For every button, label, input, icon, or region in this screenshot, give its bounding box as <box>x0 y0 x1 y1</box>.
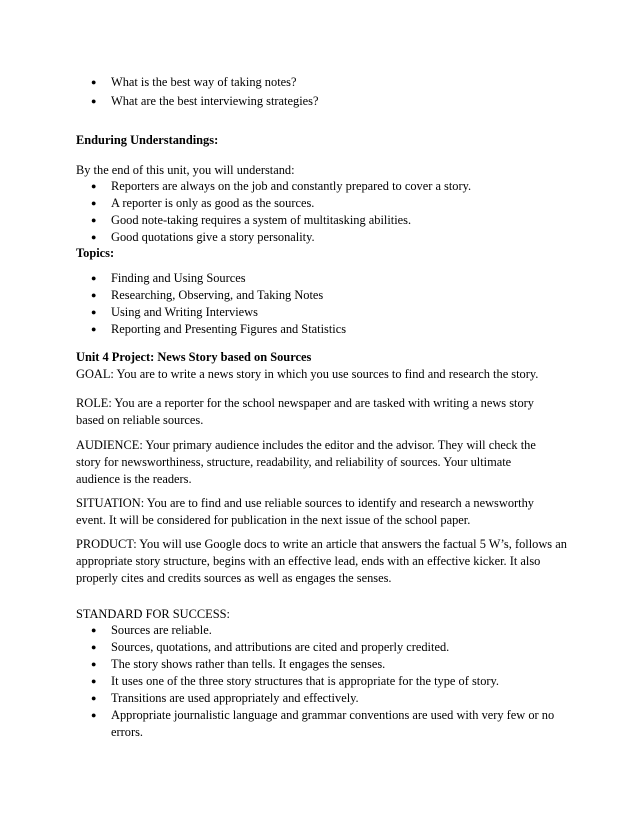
bullet-icon: ● <box>91 232 97 242</box>
list-item: ● Finding and Using Sources <box>91 271 246 285</box>
list-item: ● What is the best way of taking notes? <box>91 75 297 89</box>
list-item: ● Sources, quotations, and attributions are cited and properly credited. <box>91 640 450 654</box>
bullet-icon: ● <box>91 198 97 208</box>
list-item: ● Reporters are always on the job and constantly prepared to cover a story. <box>91 179 472 193</box>
list-item: ● A reporter is only as good as the sources. <box>91 196 315 210</box>
bullet-icon: ● <box>91 625 97 635</box>
enduring-list <box>76 178 576 246</box>
bullet-icon: ● <box>91 693 97 703</box>
enduring-intro: By the end of this unit, you will understand: <box>76 163 295 177</box>
list-item: ● It uses one of the three story structures that is appropriate for the type of story. <box>91 674 500 688</box>
bullet-icon: ● <box>91 324 97 334</box>
topics-heading: Topics: <box>76 246 115 260</box>
bullet-icon: ● <box>91 710 97 720</box>
goal-paragraph: GOAL: You are to write a news story in which you use sources to find and research the story. <box>76 367 539 381</box>
standard-heading: STANDARD FOR SUCCESS: <box>76 607 230 621</box>
list-item: ● Good quotations give a story personality. <box>91 230 315 244</box>
questions-list <box>76 74 576 110</box>
bullet-icon: ● <box>91 659 97 669</box>
topics-list <box>76 270 576 338</box>
bullet-icon: ● <box>91 307 97 317</box>
bullet-icon: ● <box>91 290 97 300</box>
list-item: ● Sources are reliable. <box>91 623 212 637</box>
role-paragraph: ROLE: You are a reporter for the school newspaper and are tasked with writing a news story based on reliable sources. <box>76 396 534 427</box>
bullet-icon: ● <box>91 676 97 686</box>
situation-paragraph: SITUATION: You are to find and use reliable sources to identify and research a newsworthy event. It will be considered for publication in the next issue of the school paper. <box>76 496 534 527</box>
list-item: ● Reporting and Presenting Figures and Statistics <box>91 322 347 336</box>
bullet-icon: ● <box>91 273 97 283</box>
bullet-icon: ● <box>91 96 97 106</box>
product-paragraph: PRODUCT: You will use Google docs to write an article that answers the factual 5 W’s, follows an appropriate story structure, begins with an effective lead, ends with an effective kicker. It also properly cites and credits sources as well as engages the senses. <box>76 537 567 585</box>
bullet-icon: ● <box>91 77 97 87</box>
list-item: ● Using and Writing Interviews <box>91 305 258 319</box>
enduring-heading: Enduring Understandings: <box>76 133 219 147</box>
list-item: ● Researching, Observing, and Taking Notes <box>91 288 324 302</box>
list-item: ● Transitions are used appropriately and effectively. <box>91 691 359 705</box>
audience-paragraph: AUDIENCE: Your primary audience includes the editor and the advisor. They will check the story for newsworthiness, structure, readability, and reliability of sources. Your ultimate audience is the readers. <box>76 438 536 486</box>
list-item: ● What are the best interviewing strategies? <box>91 94 319 108</box>
standard-list <box>76 622 576 741</box>
bullet-icon: ● <box>91 215 97 225</box>
project-heading: Unit 4 Project: News Story based on Sources <box>76 350 312 364</box>
list-item: ● Appropriate journalistic language and grammar conventions are used with very few or no errors. <box>91 708 555 739</box>
list-item: ● The story shows rather than tells. It engages the senses. <box>91 657 386 671</box>
bullet-icon: ● <box>91 642 97 652</box>
list-item: ● Good note-taking requires a system of multitasking abilities. <box>91 213 412 227</box>
bullet-icon: ● <box>91 181 97 191</box>
